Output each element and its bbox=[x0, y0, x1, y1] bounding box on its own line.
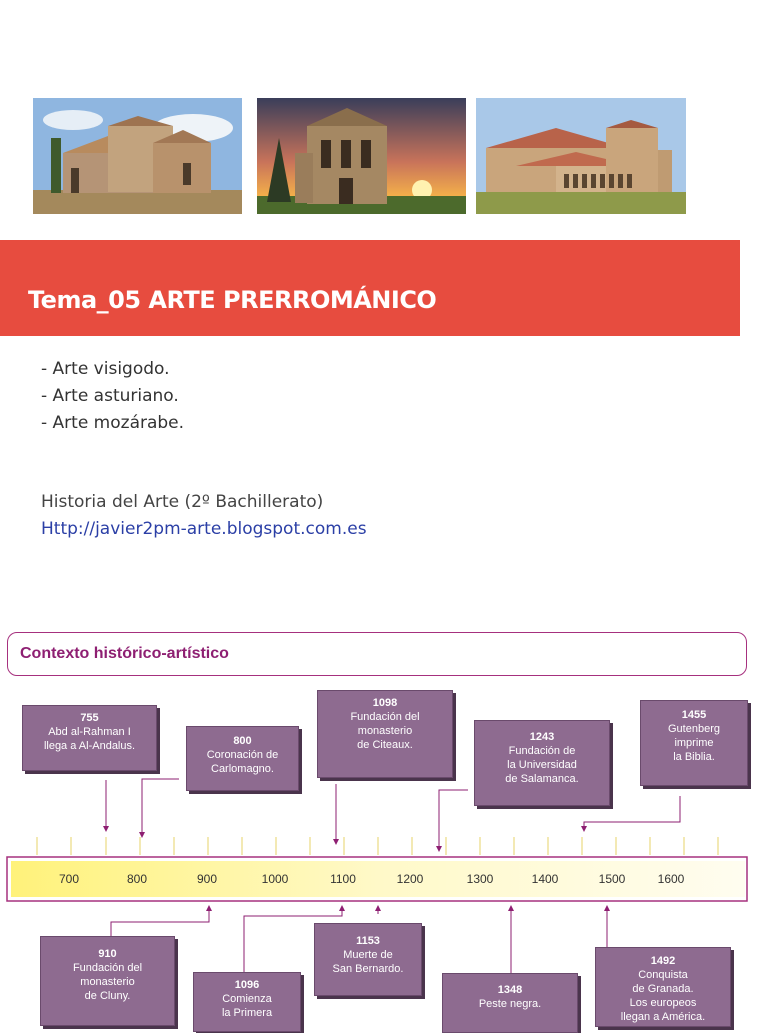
blog-link[interactable]: Http://javier2pm-arte.blogspot.com.es bbox=[41, 519, 367, 539]
event-text: San Bernardo. bbox=[332, 963, 404, 975]
event-text: Conquista bbox=[638, 969, 688, 981]
event-year: 1096 bbox=[234, 979, 260, 991]
event-year: 800 bbox=[233, 735, 252, 747]
event-box bbox=[640, 700, 748, 786]
event-text: monasterio bbox=[357, 725, 413, 737]
context-title: Contexto histórico-artístico bbox=[20, 645, 229, 662]
event-text: la Universidad bbox=[507, 759, 577, 771]
event-text: Abd al-Rahman I bbox=[48, 726, 131, 738]
event-text: de Granada. bbox=[632, 983, 694, 995]
event-text: imprime bbox=[674, 737, 714, 749]
topic-item: - Arte asturiano. bbox=[41, 386, 179, 406]
church-photo-2 bbox=[257, 98, 466, 214]
event-text: Carlomagno. bbox=[211, 763, 274, 775]
year-label: 1600 bbox=[657, 872, 685, 886]
event-text: Muerte de bbox=[343, 949, 393, 961]
year-label: 1400 bbox=[531, 872, 559, 886]
timeline bbox=[0, 680, 768, 1024]
event-text: la Primera bbox=[221, 1007, 273, 1019]
topic-item: - Arte visigodo. bbox=[41, 359, 170, 379]
year-label: 1000 bbox=[261, 872, 289, 886]
topic-item: - Arte mozárabe. bbox=[41, 413, 185, 433]
church-photo-1 bbox=[33, 98, 242, 214]
event-year: 1348 bbox=[497, 984, 523, 996]
event-year: 755 bbox=[80, 712, 99, 724]
event-text: Coronación de bbox=[206, 749, 279, 761]
year-label: 800 bbox=[126, 872, 148, 886]
event-box bbox=[193, 972, 301, 1032]
event-text: la Biblia. bbox=[673, 751, 715, 763]
event-box bbox=[474, 720, 610, 806]
event-text: Fundación de bbox=[508, 745, 576, 757]
event-box bbox=[442, 973, 578, 1033]
event-text: de Cluny. bbox=[84, 990, 131, 1002]
year-label: 1300 bbox=[466, 872, 494, 886]
event-box bbox=[314, 923, 422, 996]
event-year: 1492 bbox=[650, 955, 676, 967]
context-header bbox=[7, 632, 747, 676]
event-box bbox=[317, 690, 453, 778]
event-box bbox=[40, 936, 175, 1026]
year-label: 700 bbox=[58, 872, 80, 886]
event-text: llega a Al-Andalus. bbox=[43, 740, 136, 752]
event-year: 1098 bbox=[372, 697, 398, 709]
event-text: Peste negra. bbox=[478, 998, 542, 1010]
event-box bbox=[186, 726, 299, 791]
event-year: 1153 bbox=[356, 935, 380, 947]
event-text: de Salamanca. bbox=[505, 773, 579, 785]
church-photo-3 bbox=[476, 98, 686, 214]
event-text: Fundación del bbox=[350, 711, 420, 723]
event-text: de Citeaux. bbox=[357, 739, 413, 751]
year-label: 1100 bbox=[330, 872, 356, 886]
event-box bbox=[595, 947, 731, 1027]
event-year: 1243 bbox=[529, 731, 555, 743]
event-box bbox=[22, 705, 157, 771]
event-text: monasterio bbox=[80, 976, 135, 988]
event-text: Comienza bbox=[222, 993, 272, 1005]
course-label: Historia del Arte (2º Bachillerato) bbox=[41, 492, 324, 512]
event-text: llegan a América. bbox=[620, 1011, 706, 1023]
year-label: 900 bbox=[196, 872, 218, 886]
page-title: Tema_05 ARTE PRERROMÁNICO bbox=[28, 286, 437, 314]
event-text: Fundación del bbox=[72, 962, 143, 974]
event-year: 910 bbox=[98, 948, 117, 960]
year-label: 1200 bbox=[396, 872, 424, 886]
event-year: 1455 bbox=[681, 709, 707, 721]
event-text: Los europeos bbox=[629, 997, 697, 1009]
title-banner bbox=[0, 240, 740, 336]
year-label: 1500 bbox=[598, 872, 626, 886]
event-text: Gutenberg bbox=[668, 723, 720, 735]
